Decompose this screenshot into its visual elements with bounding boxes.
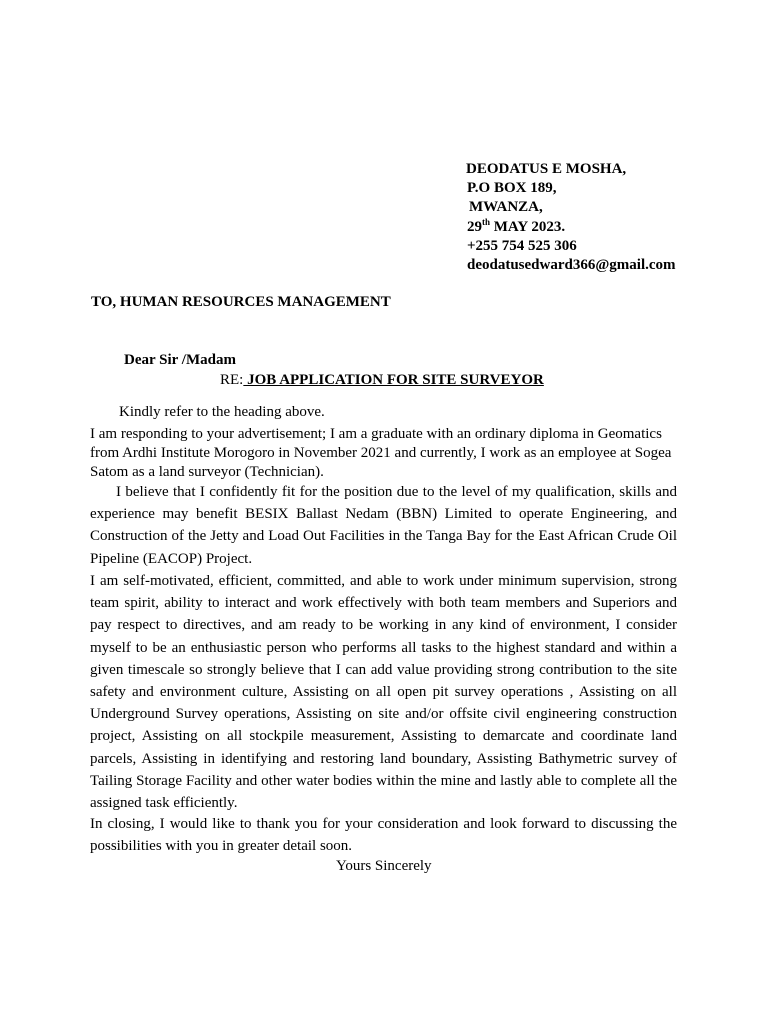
- paragraph-respond: I am responding to your advertisement; I am a graduate with an ordinary diploma in Geomatics from Ardhi Institute Morogoro in November 2021 and currently, I work as an employee at Sogea Satom as a land surveyor (Technician).: [90, 426, 672, 480]
- date-suffix: th: [482, 216, 491, 227]
- sender-po-box: P.O BOX 189,: [467, 180, 557, 197]
- signoff: Yours Sincerely: [336, 858, 432, 874]
- paragraph-motivated: I am self-motivated, efficient, committed, and able to work under minimum supervision, strong team spirit, ability to interact and work effectively with both team members and Superiors and pay respect to directives, and am ready to be working in any kind of environment, I consider myself to be an enthusiastic person who performs all tasks to the highest standard and within a given timescale so strongly believe that I can add value providing strong contribution to the site safety and environment culture, Assisting on all open pit survey operations , Assisting on all Underground Survey operations, Assisting on site and/or offsite civil engineering construction project, Assisting on all stockpile measurement, Assisting to demarcate and coordinate land parcels, Assisting in identifying and restoring land boundary, Assisting Bathymetric survey of Tailing Storage Facility and other water bodies within the mine and lastly able to complete all the assigned task efficiently.: [90, 573, 677, 812]
- salutation: Dear Sir /Madam: [124, 352, 236, 368]
- subject-line: [220, 372, 544, 389]
- sender-city: MWANZA,: [469, 199, 543, 216]
- subject-prefix: RE:: [220, 372, 244, 388]
- paragraph-refer: Kindly refer to the heading above.: [119, 404, 325, 420]
- date-day: 29: [467, 218, 482, 235]
- recipient-line: TO, HUMAN RESOURCES MANAGEMENT: [91, 294, 391, 310]
- sender-phone: +255 754 525 306: [467, 237, 577, 254]
- paragraph-closing: In closing, I would like to thank you for your consideration and look forward to discussing the possibilities with you in greater detail soon.: [90, 816, 677, 855]
- sender-email: deodatusedward366@gmail.com: [467, 257, 676, 274]
- paragraph-believe: I believe that I confidently fit for the position due to the level of my qualification, skills and experience may benefit BESIX Ballast Nedam (BBN) Limited to operate Engineering, and Construction of the Jetty and Load Out Facilities in the Tanga Bay for the East African Crude Oil Pipeline (EACOP) Project.: [90, 484, 677, 567]
- subject-text: JOB APPLICATION FOR SITE SURVEYOR: [243, 372, 544, 388]
- date-rest: MAY 2023.: [490, 218, 566, 235]
- sender-address-block: [466, 160, 676, 275]
- sender-name: DEODATUS E MOSHA,: [466, 161, 627, 177]
- letter-date: [466, 218, 676, 237]
